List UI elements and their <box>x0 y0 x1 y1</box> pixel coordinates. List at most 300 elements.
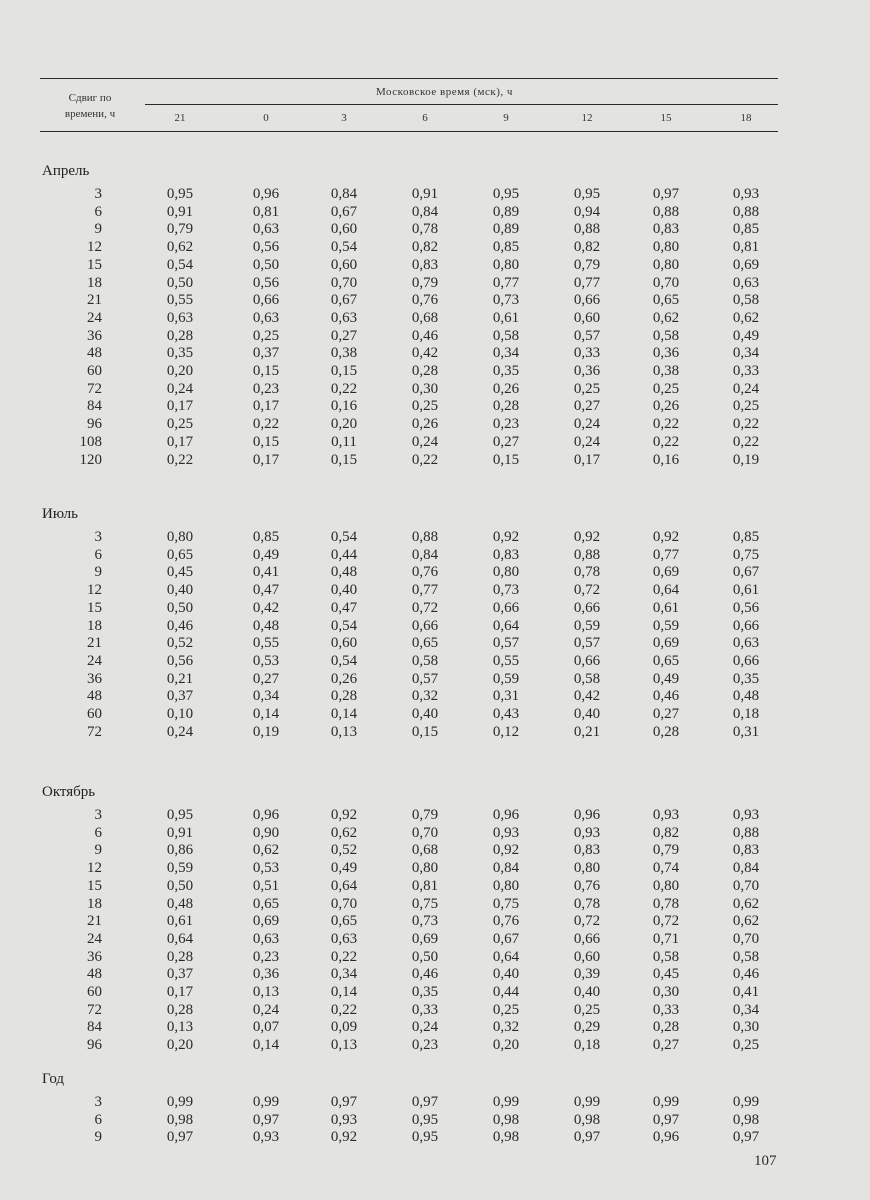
table-cell: 0,27 <box>330 327 358 344</box>
header-bottom-rule <box>40 131 778 132</box>
table-cell: 0,22 <box>330 948 358 965</box>
table-cell: 0,18 <box>573 1037 601 1054</box>
table-cell: 0,80 <box>573 860 601 877</box>
table-cell: 0,58 <box>732 292 760 309</box>
table-cell: 0,79 <box>411 807 439 823</box>
table-cell: 0,97 <box>330 1094 358 1110</box>
table-cell: 0,83 <box>732 842 760 859</box>
table-cell: 0,32 <box>492 1019 520 1036</box>
table-cell: 0,25 <box>573 380 601 397</box>
table-cell: 0,70 <box>732 877 760 894</box>
table-cell: 0,46 <box>732 966 760 983</box>
table-cell: 0,89 <box>492 203 520 220</box>
table-cell: 0,58 <box>492 327 520 344</box>
shift-value: 6 <box>94 824 102 841</box>
table-cell: 0,55 <box>166 292 194 309</box>
section-title: Год <box>42 1071 65 1087</box>
table-cell: 0,99 <box>492 1094 520 1110</box>
table-cell: 0,73 <box>411 913 439 930</box>
table-cell: 0,48 <box>330 564 358 581</box>
table-row <box>0 723 870 741</box>
table-cell: 0,25 <box>732 1037 760 1054</box>
table-cell: 0,82 <box>411 239 439 256</box>
table-cell: 0,27 <box>652 706 680 722</box>
shift-value: 6 <box>94 1111 102 1128</box>
shift-value: 12 <box>87 860 102 877</box>
table-cell: 0,26 <box>492 380 520 397</box>
table-cell: 0,70 <box>330 274 358 291</box>
table-row <box>0 824 870 842</box>
table-cell: 0,22 <box>652 416 680 433</box>
table-cell: 0,26 <box>652 398 680 415</box>
table-cell: 0,93 <box>492 824 520 841</box>
table-cell: 0,91 <box>166 824 194 841</box>
table-cell: 0,74 <box>652 860 680 877</box>
table-cell: 0,84 <box>330 186 358 202</box>
table-cell: 0,18 <box>732 706 760 722</box>
table-cell: 0,80 <box>652 239 680 256</box>
table-cell: 0,73 <box>492 582 520 599</box>
table-cell: 0,89 <box>492 221 520 238</box>
table-cell: 0,40 <box>330 582 358 599</box>
table-cell: 0,16 <box>652 451 680 468</box>
table-cell: 0,78 <box>411 221 439 238</box>
table-cell: 0,22 <box>732 433 760 450</box>
table-cell: 0,31 <box>492 688 520 705</box>
table-cell: 0,66 <box>732 652 760 669</box>
table-cell: 0,75 <box>411 895 439 912</box>
table-cell: 0,83 <box>573 842 601 859</box>
table-cell: 0,42 <box>573 688 601 705</box>
table-cell: 0,65 <box>411 635 439 652</box>
table-cell: 0,48 <box>732 688 760 705</box>
table-cell: 0,61 <box>166 913 194 930</box>
table-cell: 0,61 <box>732 582 760 599</box>
table-cell: 0,97 <box>652 1111 680 1128</box>
table-cell: 0,60 <box>573 309 601 326</box>
table-cell: 0,66 <box>573 930 601 947</box>
table-cell: 0,59 <box>492 670 520 687</box>
table-cell: 0,24 <box>166 380 194 397</box>
table-cell: 0,43 <box>492 706 520 722</box>
table-cell: 0,66 <box>732 617 760 634</box>
column-header-12h: 12 <box>581 112 593 124</box>
group-header-rule <box>145 104 778 105</box>
shift-value: 60 <box>87 363 102 379</box>
table-cell: 0,49 <box>732 327 760 344</box>
table-cell: 0,92 <box>330 807 358 823</box>
table-cell: 0,98 <box>492 1129 520 1146</box>
shift-value: 3 <box>94 1094 102 1110</box>
table-cell: 0,42 <box>252 599 280 616</box>
table-row <box>0 841 870 859</box>
table-cell: 0,28 <box>330 688 358 705</box>
table-cell: 0,95 <box>411 1111 439 1128</box>
table-cell: 0,24 <box>573 433 601 450</box>
table-cell: 0,63 <box>330 930 358 947</box>
table-cell: 0,36 <box>652 345 680 362</box>
table-cell: 0,65 <box>652 292 680 309</box>
table-cell: 0,45 <box>652 966 680 983</box>
table-cell: 0,88 <box>573 221 601 238</box>
table-cell: 0,96 <box>573 807 601 823</box>
shift-value: 72 <box>87 723 102 740</box>
table-cell: 0,98 <box>732 1111 760 1128</box>
moscow-time-group-header: Московское время (мск), ч <box>376 86 513 98</box>
table-cell: 0,23 <box>252 380 280 397</box>
table-cell: 0,94 <box>573 203 601 220</box>
table-cell: 0,81 <box>411 877 439 894</box>
table-cell: 0,15 <box>252 363 280 379</box>
table-cell: 0,80 <box>492 564 520 581</box>
shift-header-line1: Сдвиг по <box>68 92 112 104</box>
table-cell: 0,80 <box>166 529 194 545</box>
table-cell: 0,97 <box>573 1129 601 1146</box>
table-cell: 0,97 <box>732 1129 760 1146</box>
table-cell: 0,93 <box>330 1111 358 1128</box>
table-cell: 0,25 <box>652 380 680 397</box>
table-cell: 0,46 <box>166 617 194 634</box>
column-header-15h: 15 <box>660 112 672 124</box>
shift-value: 48 <box>87 345 102 362</box>
table-cell: 0,47 <box>252 582 280 599</box>
table-cell: 0,50 <box>166 877 194 894</box>
table-row <box>0 546 870 564</box>
table-row <box>0 256 870 274</box>
table-cell: 0,99 <box>252 1094 280 1110</box>
table-cell: 0,40 <box>166 582 194 599</box>
column-header-9h: 9 <box>503 112 509 124</box>
table-cell: 0,35 <box>732 670 760 687</box>
table-cell: 0,62 <box>652 309 680 326</box>
shift-value: 15 <box>87 599 102 616</box>
table-cell: 0,98 <box>573 1111 601 1128</box>
table-cell: 0,67 <box>330 203 358 220</box>
table-cell: 0,84 <box>492 860 520 877</box>
table-cell: 0,69 <box>411 930 439 947</box>
table-cell: 0,56 <box>166 652 194 669</box>
table-cell: 0,62 <box>732 309 760 326</box>
table-cell: 0,17 <box>252 451 280 468</box>
table-cell: 0,54 <box>330 652 358 669</box>
table-row <box>0 581 870 599</box>
table-row <box>0 203 870 221</box>
table-cell: 0,58 <box>732 948 760 965</box>
shift-value: 9 <box>94 221 102 238</box>
table-cell: 0,95 <box>166 807 194 823</box>
table-cell: 0,83 <box>652 221 680 238</box>
table-cell: 0,63 <box>166 309 194 326</box>
table-cell: 0,63 <box>252 221 280 238</box>
page-number: 107 <box>754 1153 777 1169</box>
table-cell: 0,37 <box>166 688 194 705</box>
table-cell: 0,52 <box>330 842 358 859</box>
table-cell: 0,09 <box>330 1019 358 1036</box>
table-cell: 0,38 <box>330 345 358 362</box>
table-cell: 0,85 <box>732 221 760 238</box>
table-cell: 0,57 <box>573 327 601 344</box>
shift-value: 12 <box>87 239 102 256</box>
table-cell: 0,72 <box>652 913 680 930</box>
table-row <box>0 291 870 309</box>
table-cell: 0,58 <box>411 652 439 669</box>
table-cell: 0,13 <box>330 1037 358 1054</box>
table-cell: 0,70 <box>652 274 680 291</box>
table-cell: 0,10 <box>166 706 194 722</box>
shift-value: 15 <box>87 877 102 894</box>
table-cell: 0,14 <box>252 1037 280 1054</box>
table-cell: 0,27 <box>252 670 280 687</box>
table-cell: 0,26 <box>411 416 439 433</box>
table-cell: 0,54 <box>166 256 194 273</box>
table-cell: 0,50 <box>166 599 194 616</box>
table-cell: 0,28 <box>166 1001 194 1018</box>
table-cell: 0,13 <box>166 1019 194 1036</box>
table-cell: 0,97 <box>166 1129 194 1146</box>
table-row <box>0 309 870 327</box>
table-cell: 0,80 <box>652 256 680 273</box>
table-cell: 0,49 <box>652 670 680 687</box>
table-cell: 0,60 <box>573 948 601 965</box>
table-cell: 0,19 <box>252 723 280 740</box>
table-cell: 0,21 <box>166 670 194 687</box>
table-cell: 0,77 <box>411 582 439 599</box>
table-cell: 0,23 <box>411 1037 439 1054</box>
table-cell: 0,93 <box>652 807 680 823</box>
table-row <box>0 670 870 688</box>
table-cell: 0,67 <box>492 930 520 947</box>
table-cell: 0,28 <box>166 948 194 965</box>
table-cell: 0,83 <box>492 546 520 563</box>
table-row <box>0 1036 870 1054</box>
table-cell: 0,67 <box>330 292 358 309</box>
shift-value: 96 <box>87 416 102 433</box>
table-row <box>0 806 870 824</box>
table-cell: 0,25 <box>492 1001 520 1018</box>
table-cell: 0,66 <box>252 292 280 309</box>
table-cell: 0,48 <box>166 895 194 912</box>
table-row <box>0 983 870 1001</box>
table-cell: 0,58 <box>652 327 680 344</box>
table-cell: 0,37 <box>166 966 194 983</box>
table-cell: 0,69 <box>652 564 680 581</box>
shift-value: 120 <box>79 451 102 468</box>
table-cell: 0,36 <box>252 966 280 983</box>
table-cell: 0,40 <box>492 966 520 983</box>
shift-value: 9 <box>94 1129 102 1146</box>
table-cell: 0,22 <box>732 416 760 433</box>
table-cell: 0,66 <box>573 652 601 669</box>
table-cell: 0,39 <box>573 966 601 983</box>
table-cell: 0,17 <box>573 451 601 468</box>
table-cell: 0,59 <box>166 860 194 877</box>
shift-value: 9 <box>94 842 102 859</box>
table-cell: 0,69 <box>652 635 680 652</box>
table-cell: 0,46 <box>652 688 680 705</box>
table-row <box>0 652 870 670</box>
table-cell: 0,59 <box>652 617 680 634</box>
table-row <box>0 563 870 581</box>
table-cell: 0,53 <box>252 652 280 669</box>
table-cell: 0,22 <box>330 380 358 397</box>
table-cell: 0,97 <box>652 186 680 202</box>
table-cell: 0,13 <box>330 723 358 740</box>
table-cell: 0,82 <box>652 824 680 841</box>
table-row <box>0 1111 870 1129</box>
table-cell: 0,62 <box>732 913 760 930</box>
table-row <box>0 327 870 345</box>
table-row <box>0 1001 870 1019</box>
table-row <box>0 397 870 415</box>
table-cell: 0,79 <box>166 221 194 238</box>
table-cell: 0,50 <box>252 256 280 273</box>
table-cell: 0,34 <box>330 966 358 983</box>
table-cell: 0,64 <box>330 877 358 894</box>
shift-value: 6 <box>94 546 102 563</box>
table-cell: 0,93 <box>732 807 760 823</box>
table-cell: 0,35 <box>411 984 439 1000</box>
table-cell: 0,27 <box>492 433 520 450</box>
table-cell: 0,65 <box>252 895 280 912</box>
table-cell: 0,50 <box>411 948 439 965</box>
table-cell: 0,54 <box>330 239 358 256</box>
table-cell: 0,33 <box>573 345 601 362</box>
table-cell: 0,75 <box>492 895 520 912</box>
shift-value: 3 <box>94 807 102 823</box>
table-cell: 0,15 <box>330 451 358 468</box>
table-cell: 0,35 <box>166 345 194 362</box>
table-row <box>0 859 870 877</box>
shift-value: 36 <box>87 670 102 687</box>
table-cell: 0,99 <box>652 1094 680 1110</box>
table-cell: 0,24 <box>411 433 439 450</box>
table-cell: 0,64 <box>166 930 194 947</box>
table-cell: 0,57 <box>411 670 439 687</box>
table-row <box>0 362 870 380</box>
table-cell: 0,88 <box>573 546 601 563</box>
table-cell: 0,30 <box>652 984 680 1000</box>
table-cell: 0,66 <box>411 617 439 634</box>
table-cell: 0,49 <box>330 860 358 877</box>
table-cell: 0,82 <box>573 239 601 256</box>
table-cell: 0,97 <box>252 1111 280 1128</box>
table-row <box>0 895 870 913</box>
table-row <box>0 238 870 256</box>
shift-value: 24 <box>87 930 102 947</box>
table-row <box>0 1093 870 1111</box>
table-cell: 0,14 <box>252 706 280 722</box>
table-cell: 0,96 <box>492 807 520 823</box>
table-cell: 0,95 <box>573 186 601 202</box>
table-cell: 0,58 <box>573 670 601 687</box>
table-cell: 0,54 <box>330 617 358 634</box>
table-cell: 0,59 <box>573 617 601 634</box>
table-row <box>0 220 870 238</box>
table-row <box>0 687 870 705</box>
table-cell: 0,34 <box>492 345 520 362</box>
table-cell: 0,84 <box>411 546 439 563</box>
table-cell: 0,63 <box>252 309 280 326</box>
table-row <box>0 415 870 433</box>
table-cell: 0,40 <box>573 706 601 722</box>
table-cell: 0,45 <box>166 564 194 581</box>
table-cell: 0,56 <box>252 274 280 291</box>
table-cell: 0,76 <box>573 877 601 894</box>
shift-value: 18 <box>87 617 102 634</box>
shift-value: 24 <box>87 652 102 669</box>
table-cell: 0,48 <box>252 617 280 634</box>
shift-value: 21 <box>87 292 102 309</box>
table-cell: 0,61 <box>652 599 680 616</box>
shift-value: 36 <box>87 327 102 344</box>
table-row <box>0 1128 870 1146</box>
table-cell: 0,54 <box>330 529 358 545</box>
table-cell: 0,32 <box>411 688 439 705</box>
shift-value: 24 <box>87 309 102 326</box>
shift-value: 72 <box>87 380 102 397</box>
table-cell: 0,56 <box>732 599 760 616</box>
table-row <box>0 344 870 362</box>
table-cell: 0,60 <box>330 221 358 238</box>
table-cell: 0,24 <box>732 380 760 397</box>
table-cell: 0,22 <box>252 416 280 433</box>
table-cell: 0,28 <box>652 723 680 740</box>
table-cell: 0,24 <box>411 1019 439 1036</box>
table-cell: 0,23 <box>252 948 280 965</box>
table-cell: 0,69 <box>252 913 280 930</box>
table-cell: 0,12 <box>492 723 520 740</box>
table-cell: 0,65 <box>652 652 680 669</box>
table-row <box>0 451 870 469</box>
table-cell: 0,16 <box>330 398 358 415</box>
table-cell: 0,56 <box>252 239 280 256</box>
table-cell: 0,63 <box>330 309 358 326</box>
table-cell: 0,85 <box>492 239 520 256</box>
table-cell: 0,70 <box>732 930 760 947</box>
table-cell: 0,66 <box>573 292 601 309</box>
table-cell: 0,77 <box>573 274 601 291</box>
table-cell: 0,80 <box>411 860 439 877</box>
table-cell: 0,84 <box>732 860 760 877</box>
table-cell: 0,28 <box>411 363 439 379</box>
table-cell: 0,76 <box>411 564 439 581</box>
table-cell: 0,20 <box>166 1037 194 1054</box>
table-cell: 0,19 <box>732 451 760 468</box>
table-cell: 0,61 <box>492 309 520 326</box>
table-cell: 0,25 <box>732 398 760 415</box>
table-cell: 0,81 <box>252 203 280 220</box>
table-row <box>0 912 870 930</box>
shift-value: 36 <box>87 948 102 965</box>
table-cell: 0,73 <box>492 292 520 309</box>
table-cell: 0,14 <box>330 984 358 1000</box>
table-cell: 0,72 <box>573 913 601 930</box>
table-cell: 0,60 <box>330 256 358 273</box>
table-cell: 0,62 <box>252 842 280 859</box>
table-cell: 0,90 <box>252 824 280 841</box>
shift-value: 15 <box>87 256 102 273</box>
table-cell: 0,25 <box>573 1001 601 1018</box>
table-cell: 0,63 <box>252 930 280 947</box>
table-cell: 0,34 <box>732 1001 760 1018</box>
column-header-21h: 21 <box>174 112 186 124</box>
table-cell: 0,22 <box>411 451 439 468</box>
table-cell: 0,98 <box>166 1111 194 1128</box>
table-cell: 0,68 <box>411 309 439 326</box>
table-cell: 0,33 <box>411 1001 439 1018</box>
table-cell: 0,72 <box>411 599 439 616</box>
table-cell: 0,58 <box>652 948 680 965</box>
